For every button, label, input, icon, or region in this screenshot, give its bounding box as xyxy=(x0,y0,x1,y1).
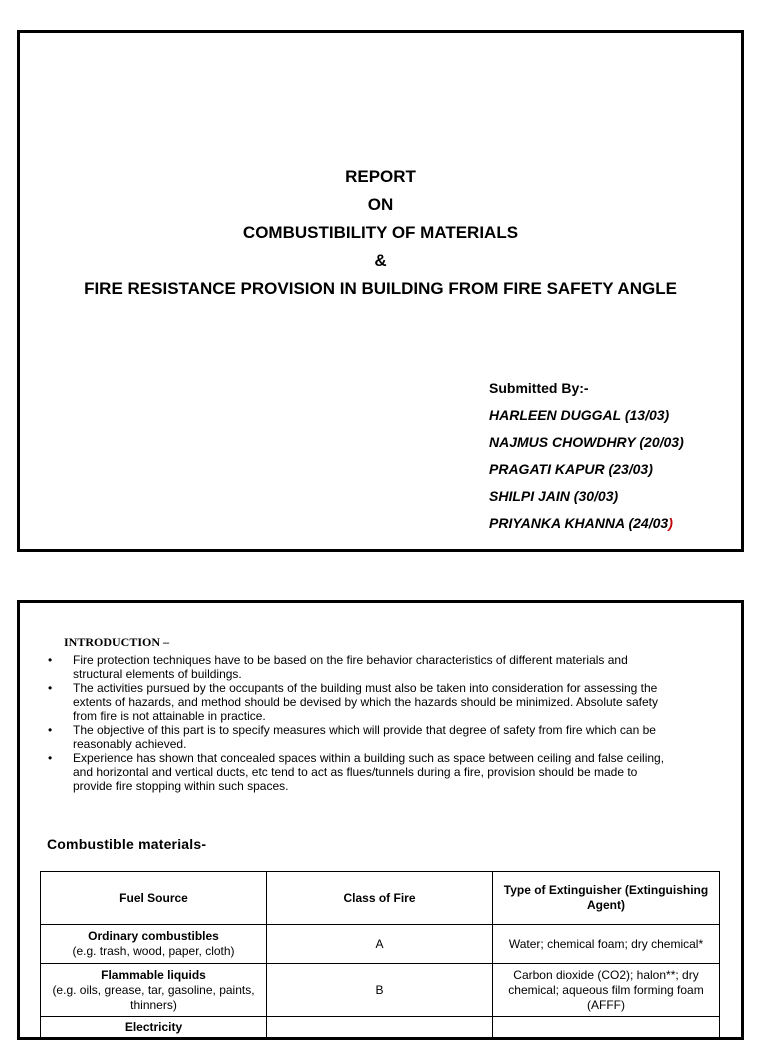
introduction-slide xyxy=(17,600,744,1040)
fuel-cell xyxy=(41,964,267,1017)
fuel-name: Ordinary combustibles xyxy=(88,929,219,943)
title-line: REPORT xyxy=(345,167,416,186)
introduction-heading: INTRODUCTION – xyxy=(64,635,170,649)
class-cell: B xyxy=(267,964,493,1017)
list-item xyxy=(46,681,666,723)
list-item-text: Fire protection techniques have to be based on the fire behavior characteristics of different materials and structural elements of buildings. xyxy=(73,653,628,681)
title-line: ON xyxy=(367,195,394,214)
fuel-name: Flammable liquids xyxy=(101,967,206,982)
author-name: HARLEEN DUGGAL (13/03) xyxy=(489,407,670,423)
bullet-icon: • xyxy=(48,681,53,695)
title-slide xyxy=(17,30,744,552)
author-name: PRAGATI KAPUR (23/03) xyxy=(489,461,653,477)
table-row xyxy=(41,925,720,964)
column-header-fuel-source: Fuel Source xyxy=(41,872,267,925)
column-header-class-of-fire: Class of Fire xyxy=(267,872,493,925)
closing-paren: ) xyxy=(668,515,673,531)
combustible-materials-heading: Combustible materials- xyxy=(47,836,207,852)
fuel-example: (e.g. oils, grease, tar, gasoline, paints, thinners) xyxy=(52,982,255,1012)
table-row xyxy=(41,1017,720,1039)
list-item-text: The activities pursued by the occupants of the building must also be taken into consideration for assessing the extents of hazards, and method should be devised by which the hazards should be minimized. Absolute safety from fire is not attainable in practice. xyxy=(73,681,659,723)
extinguisher-cell xyxy=(493,1017,720,1039)
submitted-label: Submitted By:- xyxy=(489,380,589,396)
class-cell xyxy=(267,1017,493,1039)
table-row xyxy=(41,964,720,1017)
fuel-cell xyxy=(41,1017,267,1039)
column-header-extinguisher: Type of Extinguisher (Extinguishing Agent) xyxy=(493,872,720,925)
author-name-text: PRIYANKA KHANNA (24/03 xyxy=(489,515,669,531)
author-list xyxy=(489,402,684,537)
author-name: SHILPI JAIN (30/03) xyxy=(489,488,619,504)
table-header-row xyxy=(41,872,720,925)
list-item xyxy=(46,653,666,681)
fire-class-table xyxy=(40,871,720,1039)
extinguisher-cell: Water; chemical foam; dry chemical* xyxy=(493,925,720,964)
extinguisher-cell: Carbon dioxide (CO2); halon**; dry chemical; aqueous film forming foam (AFFF) xyxy=(493,964,720,1017)
fuel-example: (e.g. trash, wood, paper, cloth) xyxy=(72,944,235,958)
list-item xyxy=(46,751,666,793)
fuel-cell xyxy=(41,925,267,964)
report-title xyxy=(20,163,741,303)
list-item-text: The objective of this part is to specify measures which will provide that degree of safety from fire which can be reasonably achieved. xyxy=(73,723,656,751)
introduction-list xyxy=(46,653,666,793)
class-cell: A xyxy=(267,925,493,964)
title-line: FIRE RESISTANCE PROVISION IN BUILDING FROM FIRE SAFETY ANGLE xyxy=(84,279,677,298)
author-name: NAJMUS CHOWDHRY (20/03) xyxy=(489,434,684,450)
bullet-icon: • xyxy=(48,723,53,737)
title-line: & xyxy=(374,251,387,270)
list-item xyxy=(46,723,666,751)
list-item-text: Experience has shown that concealed spaces within a building such as space between ceiling and false ceiling, and horizontal and vertical ducts, etc tend to act as flues/tunnels during a fire, provision should be made to provide fire stopping within such spaces. xyxy=(73,751,665,793)
title-line: COMBUSTIBILITY OF MATERIALS xyxy=(242,223,519,242)
submitted-by-block xyxy=(489,375,684,537)
bullet-icon: • xyxy=(48,653,53,667)
bullet-icon: • xyxy=(48,751,53,765)
fuel-name: Electricity xyxy=(124,1020,183,1034)
author-name-last xyxy=(489,510,684,537)
